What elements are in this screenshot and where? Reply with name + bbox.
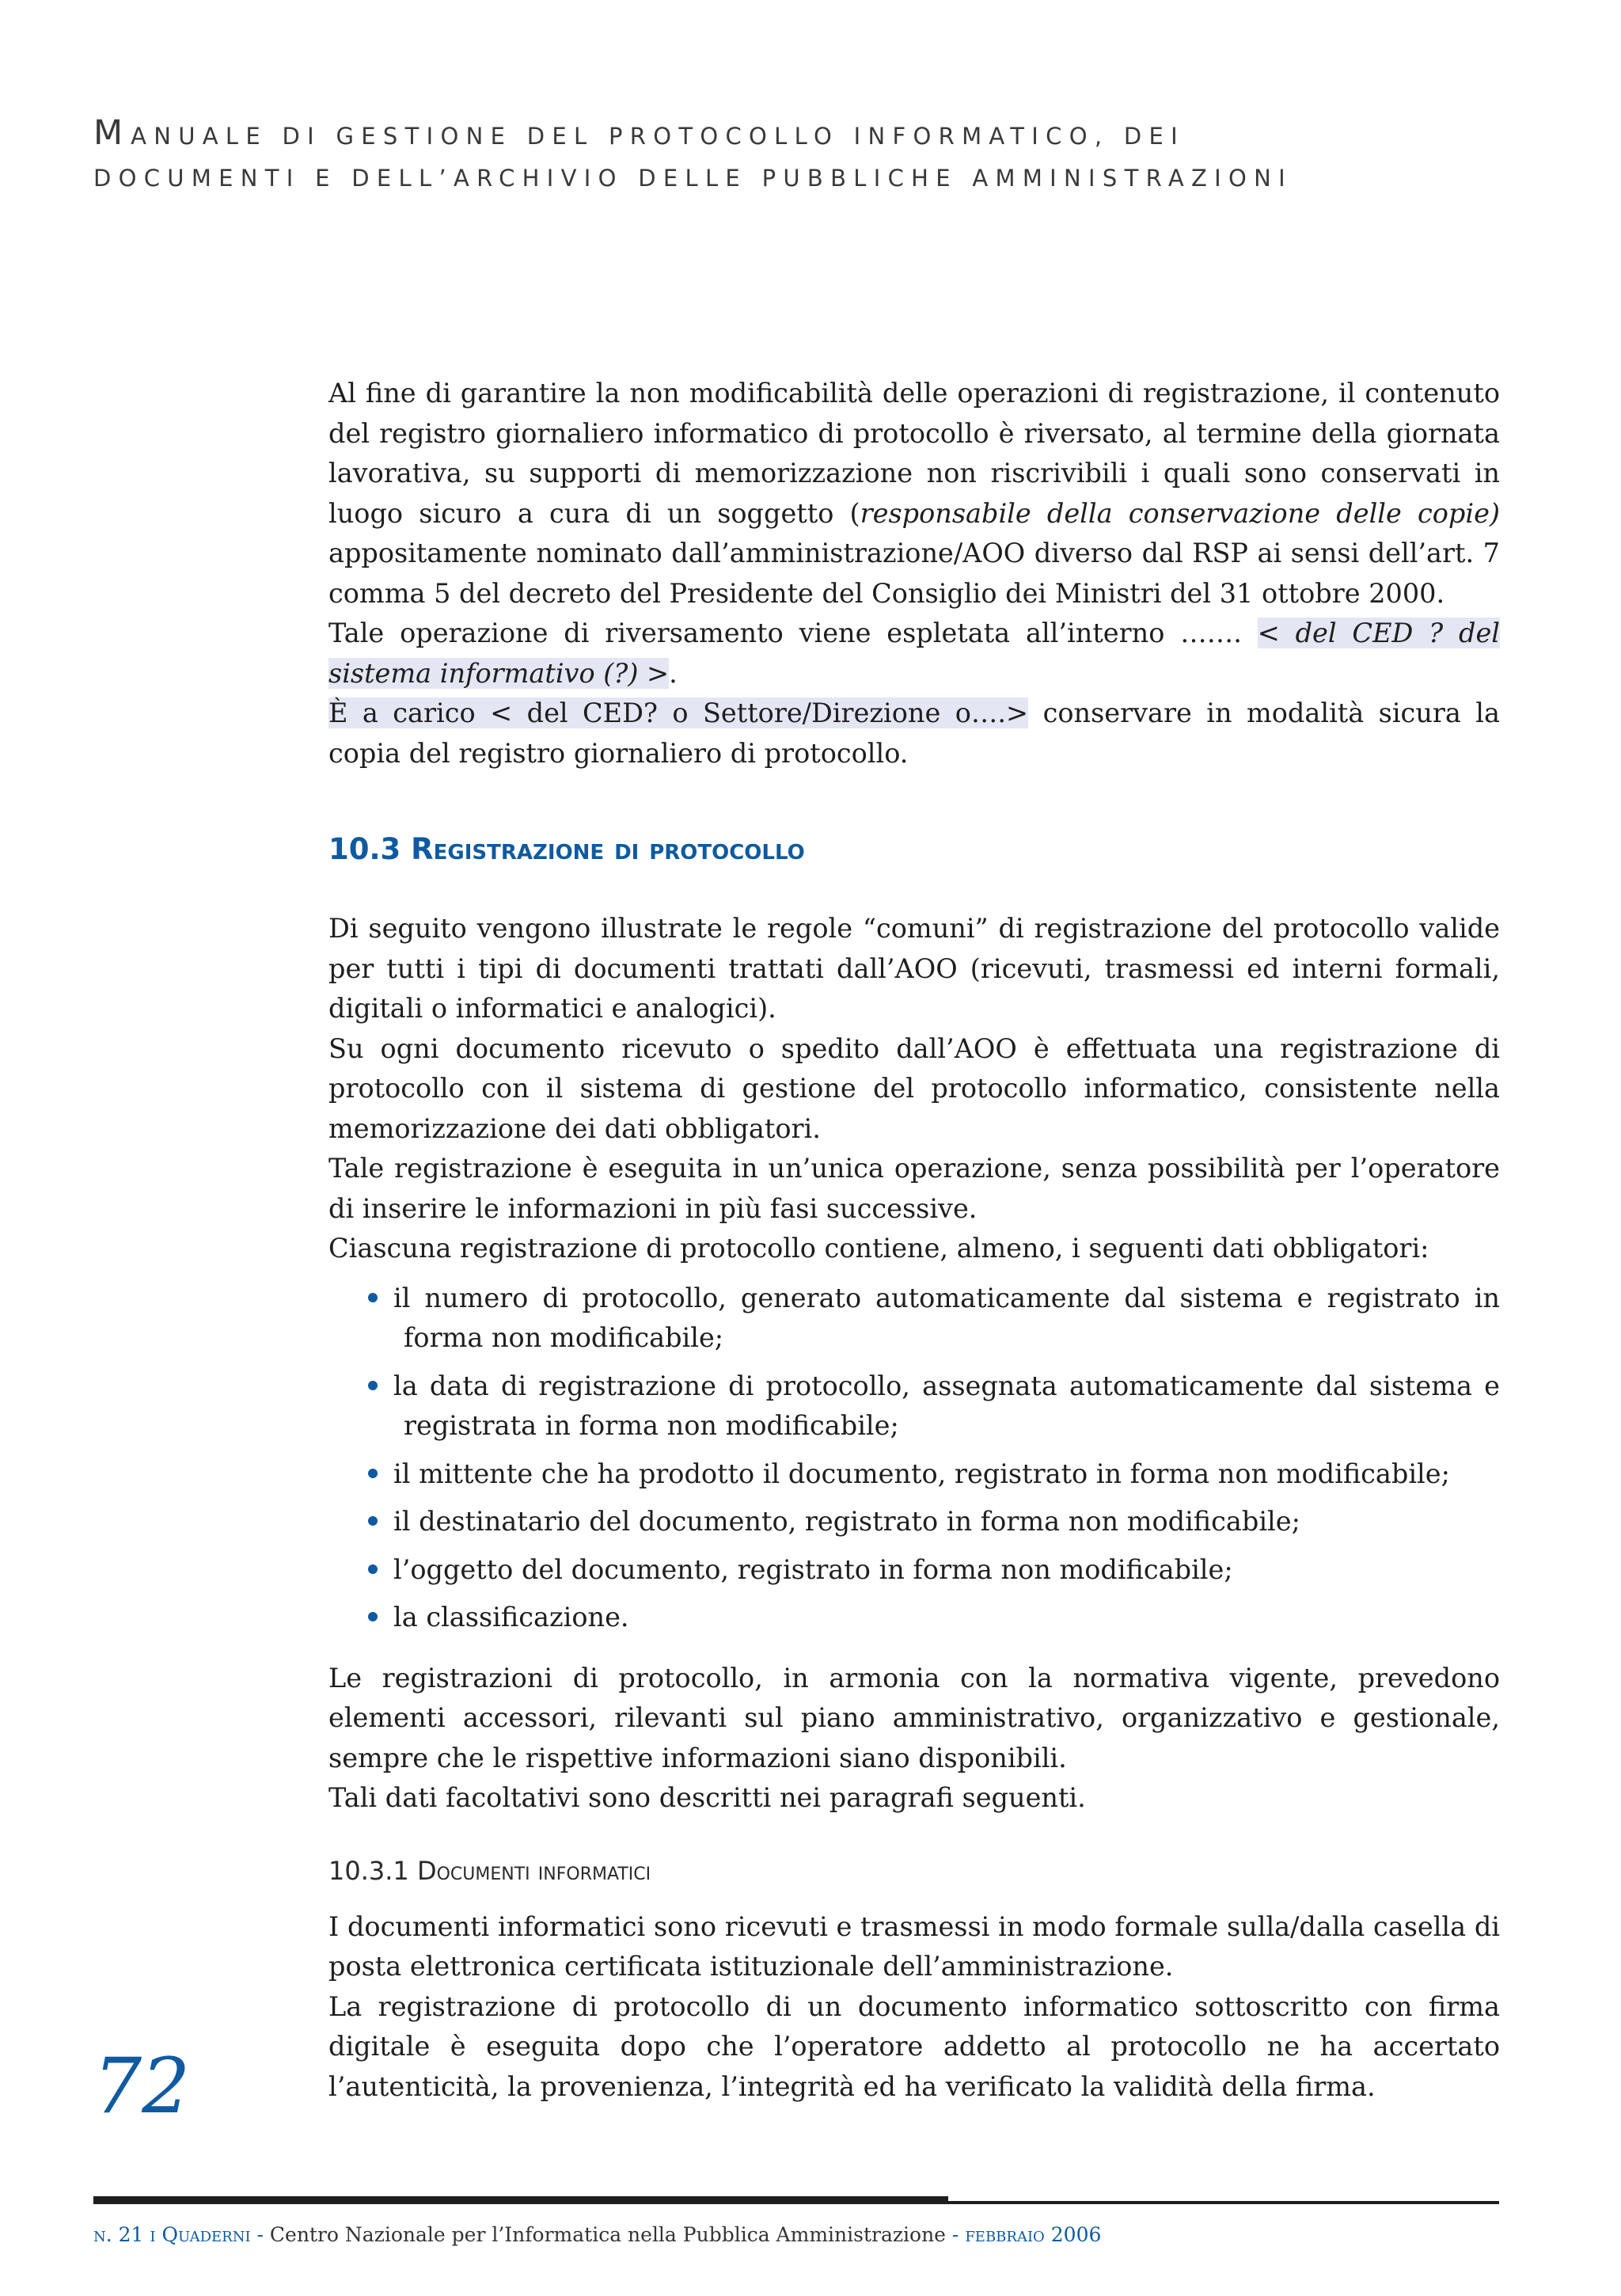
list-item — [328, 1598, 1500, 1638]
list-item — [328, 1454, 1500, 1495]
list-item — [328, 1367, 1500, 1446]
paragraph-riversamento-start: Tale operazione di riversamento viene espletata all’interno ……. — [328, 618, 1258, 648]
bullet-icon — [368, 1293, 378, 1302]
footer-publisher: Centro Nazionale per l’Informatica nella Pubblica Amministrazione — [269, 2223, 946, 2246]
paragraph-dati-obbligatori: Ciascuna registrazione di protocollo contiene, almeno, i seguenti dati obbligatori: — [328, 1233, 1429, 1264]
list-item-text: la data di registrazione di protocollo, assegnata automaticamente dal sistema e registrata in forma non modificabile; — [393, 1370, 1500, 1441]
subsection-heading: 10.3.1 Documenti informatici — [328, 1855, 651, 1886]
paragraph-pec: I documenti informatici sono ricevuti e trasmessi in modo formale sulla/dalla casella di posta elettronica certificata istituzionale dell’amministrazione. — [328, 1910, 1500, 1982]
running-header — [93, 112, 1518, 200]
paragraph-elementi-accessori: Le registrazioni di protocollo, in armonia con la normativa vigente, prevedono elementi accessori, rilevanti sul piano amministrativo, organizzativo e gestionale, sempre che le rispettive informazioni siano disponibili. — [328, 1662, 1500, 1773]
paragraph-dati-facoltativi: Tali dati facoltativi sono descritti nei paragrafi seguenti. — [328, 1782, 1086, 1813]
paragraph-conservation — [328, 374, 1500, 614]
footer-date: febbraio 2006 — [965, 2223, 1102, 2246]
highlight-placeholder-settore: È a carico < del CED? o Settore/Direzione o….> — [328, 698, 1029, 728]
bullet-list-mandatory-data — [328, 1279, 1500, 1638]
paragraph-regole-comuni: Di seguito vengono illustrate le regole “comuni” di registrazione del protocollo valide per tutti i tipi di documenti trattati dall’AOO (ricevuti, trasmessi ed interni formali, digitali o informatici e analogici). — [328, 913, 1500, 1024]
running-header-line-2: DOCUMENTI E DELL’ARCHIVIO DELLE PUBBLICHE AMMINISTRAZIONI — [93, 165, 1293, 192]
list-item — [328, 1502, 1500, 1542]
running-header-line-1: MANUALE DI GESTIONE DEL PROTOCOLLO INFORMATICO, DEI — [93, 113, 1185, 153]
footer-separator-2: - — [945, 2223, 966, 2246]
bullet-icon — [368, 1612, 378, 1621]
paragraph-a-carico-end: conservare in modalità sicura la copia del registro giornaliero di protocollo. — [328, 698, 1500, 769]
list-item-text: l’oggetto del documento, registrato in forma non modificabile; — [393, 1553, 1233, 1585]
footer — [93, 2222, 1101, 2248]
paragraph-firma-digitale: La registrazione di protocollo di un documento informatico sottoscritto con firma digitale è eseguita dopo che l’operatore addetto al protocollo ne ha accertato l’autenticità, la provenienza, l’integrità ed ha verificato la validità della firma. — [328, 1990, 1500, 2102]
paragraph-riversamento-end: . — [669, 657, 678, 689]
paragraph-conservation-end: appositamente nominato dall’amministrazione/AOO diverso dal RSP ai sensi dell’art. 7 comma 5 del decreto del Presidente del Consiglio dei Ministri del 31 ottobre 2000. — [328, 538, 1500, 609]
paragraph-conservation-start: Al fine di garantire la non modificabilità delle operazioni di registrazione, il contenuto del registro giornaliero informatico di protocollo è riversato, al termine della giornata lavorativa, su supporti di memorizzazione non riscrivibili i quali sono conservati in luogo sicuro a cura di un soggetto ( — [328, 378, 1500, 529]
list-item-text: il mittente che ha prodotto il documento, registrato in forma non modificabile; — [393, 1458, 1450, 1489]
bullet-icon — [368, 1516, 378, 1526]
paragraph-registrazione: Su ogni documento ricevuto o spedito dall’AOO è effettuata una registrazione di protocollo con il sistema di gestione del protocollo informatico, consistente nella memorizzazione dei dati obbligatori. — [328, 1032, 1500, 1144]
paragraph-unica-operazione: Tale registrazione è eseguita in un’unica operazione, senza possibilità per l’operatore di inserire le informazioni in più fasi successive. — [328, 1153, 1500, 1224]
list-item — [328, 1550, 1500, 1591]
highlight-placeholder-ced: < del CED ? del sistema informativo (?) > — [328, 618, 1500, 689]
bullet-icon — [368, 1564, 378, 1574]
paragraph-conservation-italic: responsabile della conservazione delle copie) — [860, 497, 1500, 529]
page-number: 72 — [93, 2042, 191, 2131]
bullet-icon — [368, 1381, 378, 1390]
footer-series: n. 21 i Quaderni — [93, 2223, 251, 2246]
page-body — [328, 374, 1500, 2107]
list-item — [328, 1279, 1500, 1359]
list-item-text: il numero di protocollo, generato automaticamente dal sistema e registrato in forma non modificabile; — [393, 1282, 1500, 1353]
footer-separator-1: - — [250, 2223, 270, 2246]
section-heading: 10.3 Registrazione di protocollo — [328, 832, 805, 866]
bullet-icon — [368, 1469, 378, 1478]
list-item-text: la classificazione. — [393, 1602, 629, 1633]
list-item-text: il destinatario del documento, registrato in forma non modificabile; — [393, 1506, 1300, 1537]
footer-rule — [93, 2201, 1499, 2204]
paragraph-riversamento — [328, 614, 1500, 694]
paragraph-a-carico — [328, 694, 1500, 774]
